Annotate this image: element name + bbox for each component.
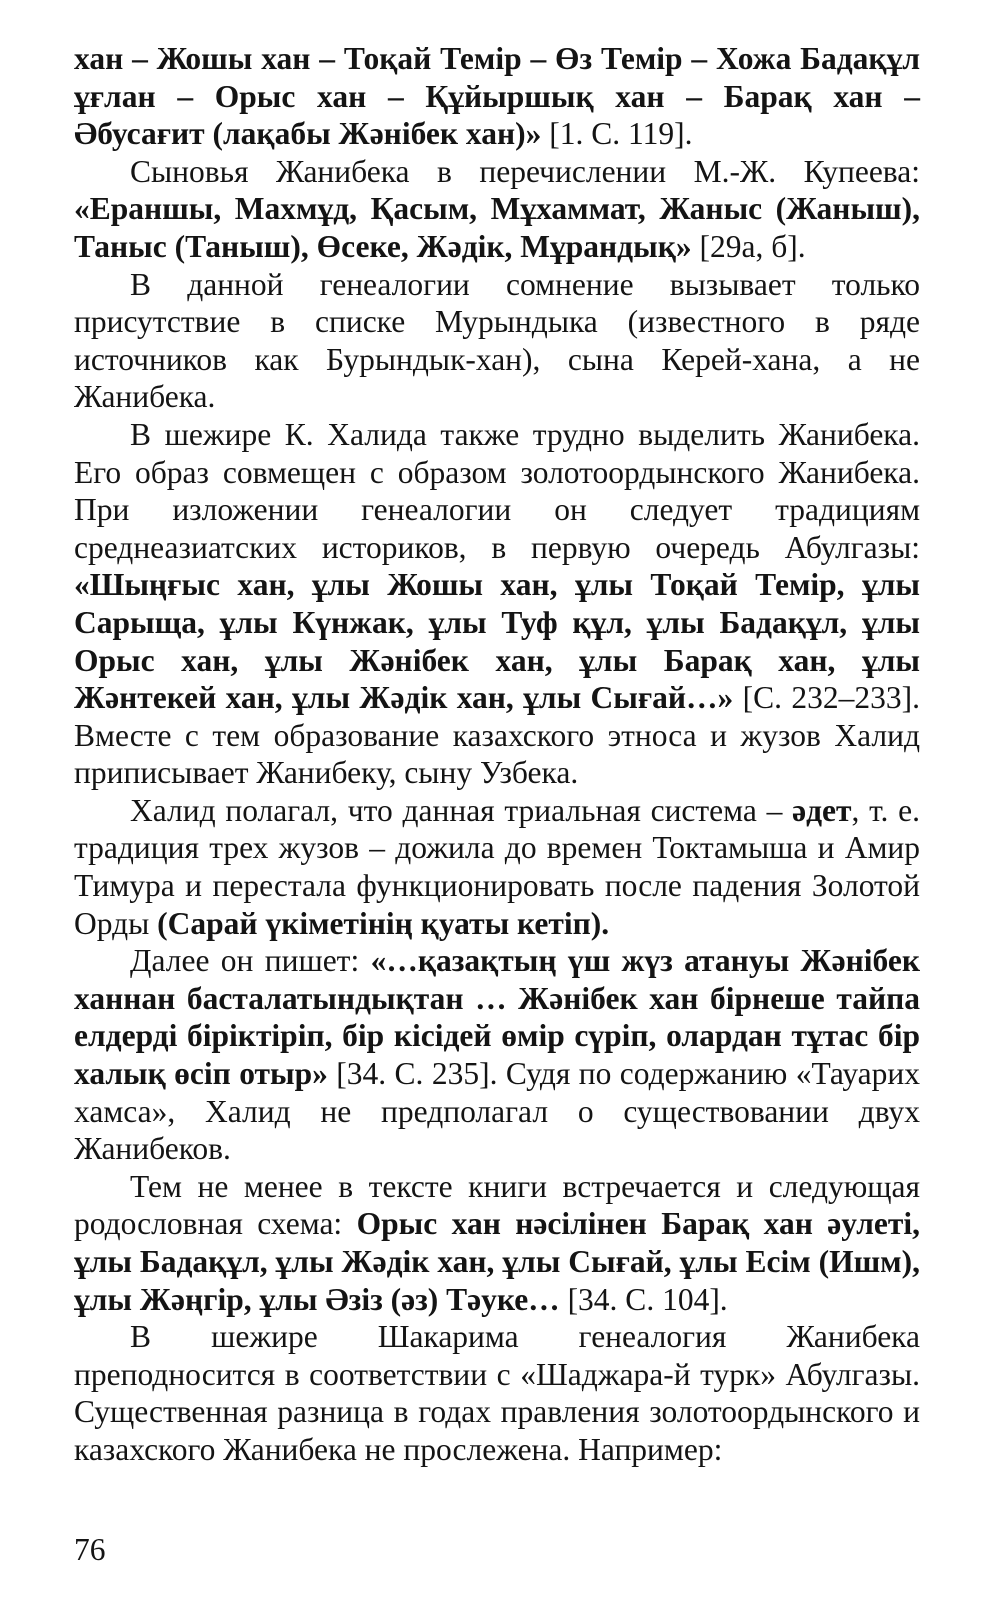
body-text: Тем не менее в тексте книги встречается и следующая родословная схема: bbox=[74, 1168, 920, 1242]
body-text: [29а, б]. bbox=[691, 228, 806, 264]
bold-quote-text: (Сарай үкіметінің қуаты кетіп). bbox=[157, 905, 610, 941]
body-text: В шежире Шакарима генеалогия Жанибека преподносится в соответствии с «Шаджара-й турк» Абулгазы. Существенная разница в годах правления золотоордынского и казахского Жанибека не прослежена. Например: bbox=[74, 1319, 920, 1467]
bold-quote-text: «Шыңғыс хан, ұлы Жошы хан, ұлы Тоқай Темір, ұлы Сарыща, ұлы Күнжак, ұлы Туф құл, ұлы Бадақұл, ұлы Орыс хан, ұлы Жәнібек хан, ұлы Барақ хан, ұлы Жәнтекей хан, ұлы Жәдік хан, ұлы Сығай…» bbox=[74, 567, 920, 716]
body-text: [С. 232–233]. Вместе с тем образование казахского этноса и жузов Халид приписывает Жанибеку, сыну Узбека. bbox=[74, 680, 920, 791]
paragraph bbox=[74, 416, 920, 792]
bold-quote-text: хан – Жошы хан – Тоқай Темір – Өз Темір – Хожа Бадақұл ұғлан – Орыс хан – Құйыршық хан – Барақ хан – Әбусағит (лақабы Жәнібек хан)» bbox=[74, 41, 920, 152]
body-text: В шежире К. Халида также трудно выделить Жанибека. Его образ совмещен с образом золотоордынского Жанибека. При изложении генеалогии он следует традициям среднеазиатских историков, в первую очередь Абулгазы: bbox=[74, 416, 920, 565]
paragraph bbox=[74, 40, 920, 153]
body-text: , т. е. традиция трех жузов – дожила до времен Токтамыша и Амир Тимура и перестала функционировать после падения Золотой Орды bbox=[74, 792, 920, 941]
paragraph bbox=[74, 792, 920, 942]
body-text: Сыновья Жанибека в перечислении М.-Ж. Купеева: bbox=[130, 153, 920, 189]
paragraph bbox=[74, 153, 920, 266]
bold-quote-text: әдет bbox=[792, 792, 852, 828]
bold-quote-text: Орыс хан нәсілінен Барақ хан әулеті, ұлы Бадақұл, ұлы Жәдік хан, ұлы Сығай, ұлы Есім (Ишм), ұлы Жәңгір, ұлы Әзіз (әз) Тәуке… bbox=[74, 1206, 921, 1317]
body-text: Далее он пишет: bbox=[130, 943, 371, 979]
page-body bbox=[74, 40, 920, 1469]
bold-quote-text: «…қазақтың үш жүз атануы Жәнібек ханнан басталатындықтан … Жәнібек хан бірнеше тайпа елдерді біріктіріп, бір кісідей өмір сүріп, олардан тұтас бір халық өсіп отыр» bbox=[74, 943, 921, 1092]
body-text: В данной генеалогии сомнение вызывает только присутствие в списке Мурындыка (известного в ряде источников как Бурындык-хан), сына Керей-хана, а не Жанибека. bbox=[74, 266, 920, 415]
body-text: [34. С. 104]. bbox=[559, 1281, 728, 1317]
paragraph bbox=[74, 1318, 920, 1468]
bold-quote-text: «Ераншы, Махмұд, Қасым, Мұхаммат, Жаныс (Жаныш), Таныс (Таныш), Өсеке, Жәдік, Мұрандық» bbox=[74, 191, 920, 264]
paragraph bbox=[74, 942, 920, 1168]
paragraph bbox=[74, 266, 920, 416]
paragraph bbox=[74, 1168, 920, 1318]
body-text: [34. С. 235]. Судя по содержанию «Тауарих хамса», Халид не предполагал о существовании двух Жанибеков. bbox=[74, 1056, 920, 1167]
body-text: Халид полагал, что данная триальная система – bbox=[130, 792, 793, 828]
body-text: [1. С. 119]. bbox=[541, 116, 693, 152]
page-number: 76 bbox=[74, 1532, 106, 1567]
